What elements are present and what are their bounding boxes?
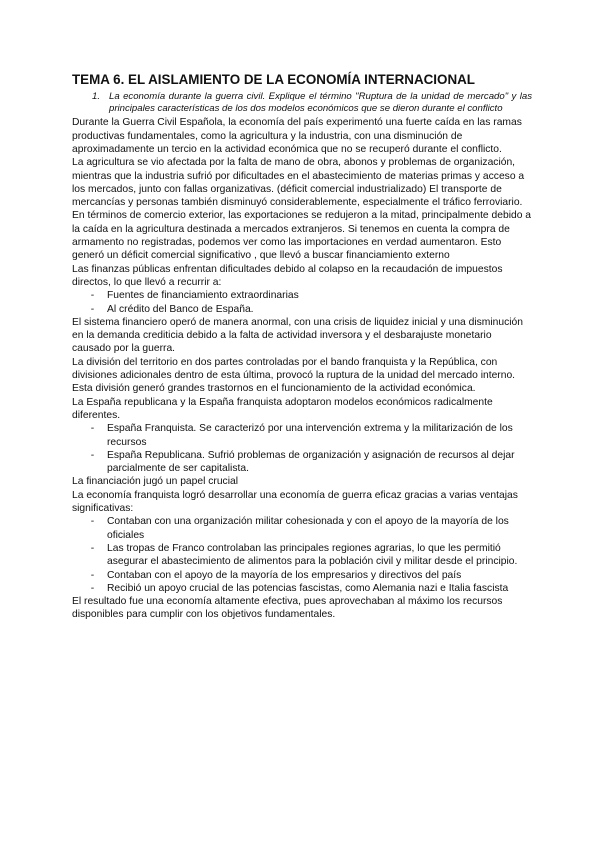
paragraph-economic-models: La España republicana y la España franquista adoptaron modelos económicos radicalmente diferentes. [72, 396, 493, 421]
dash-bullet: - [90, 569, 95, 581]
question-item [92, 91, 532, 115]
list-item-text: Recibió un apoyo crucial de las potencias fascistas, como Alemania nazi e Italia fascista [107, 582, 509, 594]
list-item-text: Contaban con una organización militar cohesionada y con el apoyo de la mayoría de los oficiales [107, 516, 509, 541]
list-item-text: Al crédito del Banco de España. [107, 303, 254, 315]
list-item [72, 569, 532, 582]
list-item-text: Contaban con el apoyo de la mayoría de los empresarios y directivos del país [107, 569, 462, 581]
list-item [72, 542, 532, 569]
paragraph-financing-role: La financiación jugó un papel crucial [72, 476, 239, 488]
list-item [72, 449, 532, 476]
list-item [72, 303, 532, 316]
list-item-text: España Republicana. Sufrió problemas de organización y asignación de recursos al dejar parcialmente de ser capitalista. [107, 449, 515, 475]
list-item-text: Fuentes de financiamiento extraordinarias [107, 290, 299, 302]
dash-bullet: - [90, 290, 95, 302]
paragraph-intro: Durante la Guerra Civil Española, la economía del país experimentó una fuerte caída en las ramas productivas fundamentales, como la agricultura y la industria, con una disminución de aproximadamente un tercio en la actividad económica que no se recuperó durante el conflicto. [72, 117, 522, 155]
document-title: TEMA 6. EL AISLAMIENTO DE LA ECONOMÍA INTERNACIONAL [72, 72, 475, 87]
question-number: 1. [92, 91, 101, 102]
paragraph-conclusion: El resultado fue una economía altamente efectiva, pues aprovechaban al máximo los recursos disponibles para cumplir con los objetivos fundamentales. [72, 596, 503, 621]
dash-bullet: - [90, 582, 95, 594]
dash-bullet: - [90, 516, 95, 528]
paragraph-financial-system: El sistema financiero operó de manera anormal, con una crisis de liquidez inicial y una disminución en la demanda crediticia debido a la falta de actividad inversora y el desbarajuste monetario causado por la guerra. [72, 316, 524, 355]
dash-bullet: - [90, 542, 95, 554]
list-item [72, 582, 532, 595]
paragraph-agriculture: La agricultura se vio afectada por la falta de mano de obra, abonos y problemas de organización, mientras que la industria sufrió por dificultades en el abastecimiento de materias primas y acceso a los mercados, junto con fallas organizativas. (déficit comercial industrializado) El transporte de mercancías y personas también disminuyó considerablemente, especialmente el tráfico ferroviario. En términos de comercio exterior, las exportaciones se redujeron a la mitad, principalmente debido a la caída en la agricultura destinada a mercados extranjeros. Si tenemos en cuenta la compra de armamento no registradas, podemos ver como las importaciones en verdad aumentaron. Esto generó un déficit comercial significativo , que llevó a buscar financiamiento externo [72, 157, 532, 262]
paragraph-francoist-economy: La economía franquista logró desarrollar una economía de guerra eficaz gracias a varias ventajas significativas: [72, 489, 518, 515]
document-page [72, 72, 532, 622]
list-item-text: Las tropas de Franco controlaban las principales regiones agrarias, lo que les permitió asegurar el abastecimiento de alimentos para la población civil y militar desde el principio. [107, 542, 518, 568]
dash-bullet: - [90, 449, 95, 461]
list-item [72, 422, 532, 449]
list-item-text: España Franquista. Se caracterizó por una intervención extrema y la militarización de los recursos [107, 423, 513, 448]
question-text: La economía durante la guerra civil. Explique el término "Ruptura de la unidad de mercado" y las principales características de los dos modelos económicos que se dieron durante el conflicto [109, 91, 532, 115]
financing-sources-list [72, 289, 532, 316]
advantages-list [72, 515, 532, 595]
paragraph-territory-division: La división del territorio en dos partes controladas por el bando franquista y la República, con divisiones adicionales dentro de esta última, provocó la ruptura de la unidad del mercado interno. Esta división generó grandes trastornos en el funcionamiento de la actividad económica. [72, 356, 516, 395]
list-item [72, 289, 532, 302]
list-item [72, 515, 532, 542]
dash-bullet: - [90, 303, 95, 315]
paragraph-public-finances: Las finanzas públicas enfrentan dificultades debido al colapso en la recaudación de impuestos directos, lo que llevó a recurrir a: [72, 263, 503, 288]
economic-models-list [72, 422, 532, 475]
dash-bullet: - [90, 423, 95, 435]
